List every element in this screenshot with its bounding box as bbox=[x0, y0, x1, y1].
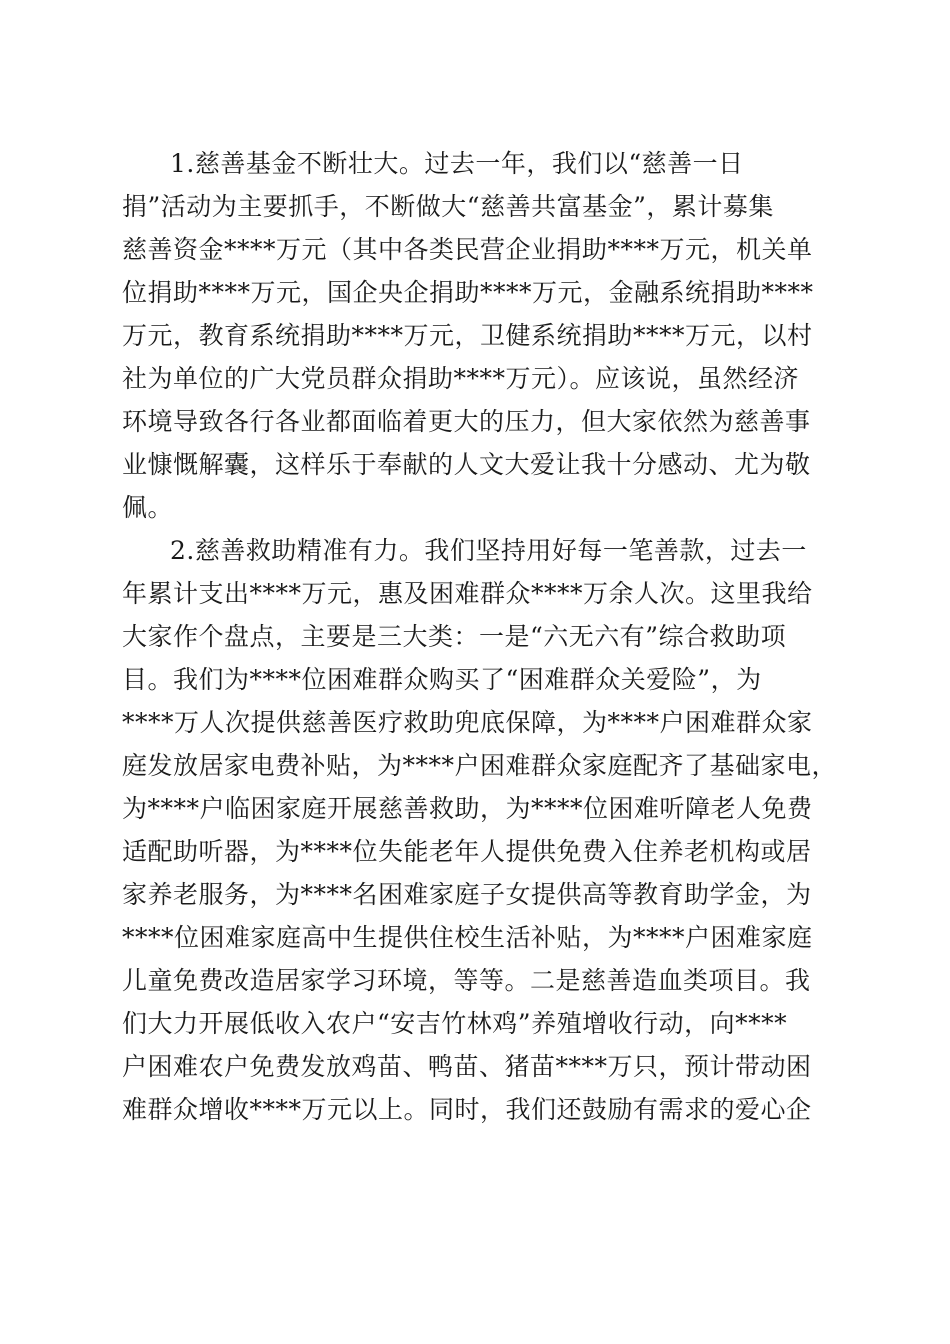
paragraph-1-line-2: 捐”活动为主要抓手，不断做大“慈善共富基金”，累计募集 bbox=[122, 192, 774, 221]
paragraph-2-line-13: 户困难农户免费发放鸡苗、鸭苗、猪苗****万只，预计带动困 bbox=[122, 1052, 812, 1081]
paragraph-2-line-2: 年累计支出****万元，惠及困难群众****万余人次。这里我给 bbox=[122, 579, 813, 608]
paragraph-1-line-3: 慈善资金****万元（其中各类民营企业捐助****万元，机关单 bbox=[122, 235, 813, 264]
paragraph-1-line-7: 环境导致各行各业都面临着更大的压力，但大家依然为慈善事 bbox=[122, 407, 811, 436]
paragraph-2-line-5: ****万人次提供慈善医疗救助兜底保障，为****户困难群众家 bbox=[122, 708, 813, 737]
paragraph-2-line-1: 2.慈善救助精准有力。我们坚持用好每一笔善款，过去一 bbox=[170, 536, 807, 565]
paragraph-1-line-8: 业慷慨解囊，这样乐于奉献的人文大爱让我十分感动、尤为敬 bbox=[122, 450, 811, 479]
paragraph-2-line-7: 为****户临困家庭开展慈善救助，为****位困难听障老人免费 bbox=[122, 794, 813, 823]
paragraph-1-line-5: 万元，教育系统捐助****万元，卫健系统捐助****万元，以村 bbox=[122, 321, 813, 350]
paragraph-1-line-9: 佩。 bbox=[122, 493, 174, 522]
paragraph-2-line-4: 目。我们为****位困难群众购买了“困难群众关爱险”，为 bbox=[122, 665, 762, 694]
paragraph-2-line-11: 儿童免费改造居家学习环境，等等。二是慈善造血类项目。我 bbox=[122, 966, 811, 995]
paragraph-2-line-3: 大家作个盘点，主要是三大类：一是“六无六有”综合救助项 bbox=[122, 622, 787, 651]
paragraph-1-line-4: 位捐助****万元，国企央企捐助****万元，金融系统捐助**** bbox=[122, 278, 814, 307]
paragraph-2-line-8: 适配助听器，为****位失能老年人提供免费入住养老机构或居 bbox=[122, 837, 812, 866]
paragraph-2-line-12: 们大力开展低收入农户“安吉竹林鸡”养殖增收行动，向**** bbox=[122, 1009, 788, 1038]
paragraph-1-line-1: 1.慈善基金不断壮大。过去一年，我们以“慈善一日 bbox=[170, 149, 744, 178]
paragraph-1-line-6: 社为单位的广大党员群众捐助****万元）。应该说，虽然经济 bbox=[122, 364, 800, 393]
paragraph-2-line-14: 难群众增收****万元以上。同时，我们还鼓励有需求的爱心企 bbox=[122, 1095, 812, 1124]
paragraph-2-line-9: 家养老服务，为****名困难家庭子女提供高等教育助学金，为 bbox=[122, 880, 812, 909]
paragraph-2-line-10: ****位困难家庭高中生提供住校生活补贴，为****户困难家庭 bbox=[122, 923, 813, 952]
paragraph-2-line-6: 庭发放居家电费补贴，为****户困难群众家庭配齐了基础家电， bbox=[122, 751, 838, 780]
